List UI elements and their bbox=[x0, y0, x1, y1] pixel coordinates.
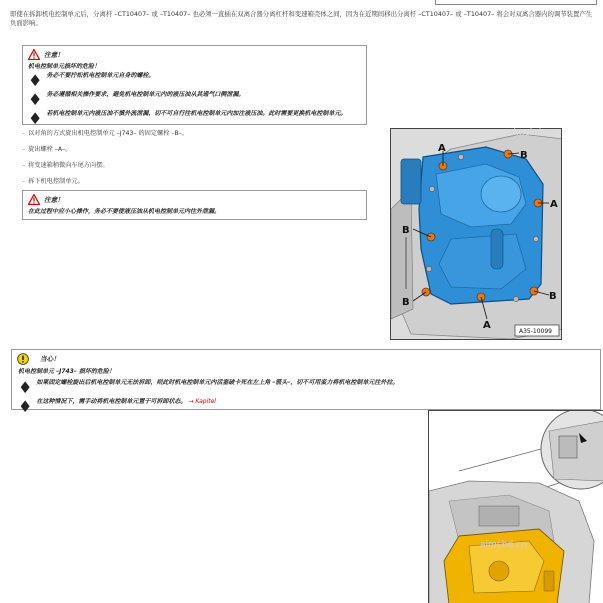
removal-figure bbox=[428, 410, 603, 603]
list-item: ♦ 务必不要拧松机电控制单元自身的螺栓。 bbox=[28, 71, 155, 90]
callout-label: A bbox=[483, 320, 491, 331]
figure-code: A35-10099 bbox=[519, 328, 552, 335]
callout-label: B bbox=[549, 291, 557, 302]
callout-label: B bbox=[402, 225, 410, 236]
mechatronic-unit-figure bbox=[390, 128, 562, 340]
warning-note-box bbox=[22, 190, 367, 220]
procedure-step: – 将变速箱稍微向车尾方向摆。 bbox=[22, 162, 109, 169]
watermark: aimcbd.cn bbox=[480, 540, 527, 550]
caution-exclamation-icon bbox=[17, 353, 29, 365]
watermark: aimcbd.cn bbox=[508, 128, 555, 138]
list-item: ♦ 务必遵循相关操作要求，避免机电控制单元内的液压油从其通气口侧泄漏。 bbox=[28, 90, 245, 109]
callout-label: B bbox=[402, 297, 410, 308]
caution-subtitle: 机电控制单元 –J743– 损坏的危险！ bbox=[18, 368, 115, 375]
procedure-step: – 拆下机电控制单元。 bbox=[22, 178, 84, 185]
procedure-step: – 旋出螺栓 –A–。 bbox=[22, 146, 72, 153]
removal-illustration bbox=[429, 411, 603, 603]
warning-triangle-icon bbox=[28, 49, 40, 60]
mechatronic-unit-illustration bbox=[391, 129, 562, 340]
procedure-step: – 以对角的方式旋出机电控制单元 –J743– 的固定螺栓 –B–。 bbox=[22, 130, 188, 137]
list-item: ♦ 在这种情况下，需手动将机电控制单元置于可拆卸状态。 → Kapitel bbox=[18, 397, 216, 416]
chapter-link[interactable]: → Kapitel bbox=[188, 398, 216, 405]
warning-note-title: 注意！ bbox=[44, 51, 64, 59]
intro-paragraph: 即使在拆卸机电控制单元后，分离杆 –CT10407– 或 –T10407– 也必须一直插在双离合器分离杠杆和变速箱壳体之间，因为在近期间移出分离杆 –CT10407– 或 –T10407– 将会对双离合器内的调节装置产生负面影响。 bbox=[10, 10, 593, 27]
warning-note-box bbox=[22, 45, 367, 128]
caution-note-box bbox=[11, 349, 601, 416]
callout-label: B bbox=[520, 150, 528, 161]
list-item: ♦ 如果固定螺栓旋出后机电控制单元无法拆卸，则此时机电控制单元内活塞破卡死在左上角 –箭头–，切不可用蛮力将机电控制单元往外拉。 bbox=[18, 378, 399, 397]
caution-title: 当心！ bbox=[40, 355, 60, 363]
previous-figure-frame bbox=[435, 0, 597, 5]
list-item: ♦ 若机电控制单元内液压油不慎外流泄漏，切不可自行往机电控制单元内加注液压油。此时需要更换机电控制单元。 bbox=[28, 109, 347, 128]
procedure-steps bbox=[22, 129, 367, 186]
warning-triangle-icon bbox=[28, 194, 40, 205]
warning-note-subtitle: 机电控制单元损坏的危险！ bbox=[28, 63, 101, 70]
callout-label: A bbox=[550, 199, 558, 210]
warning-note-title: 注意！ bbox=[44, 196, 64, 204]
callout-label: A bbox=[438, 143, 446, 154]
warning-note-text: 在此过程中应小心操作，务必不要使液压油从机电控制单元内往外泄漏。 bbox=[28, 208, 221, 215]
